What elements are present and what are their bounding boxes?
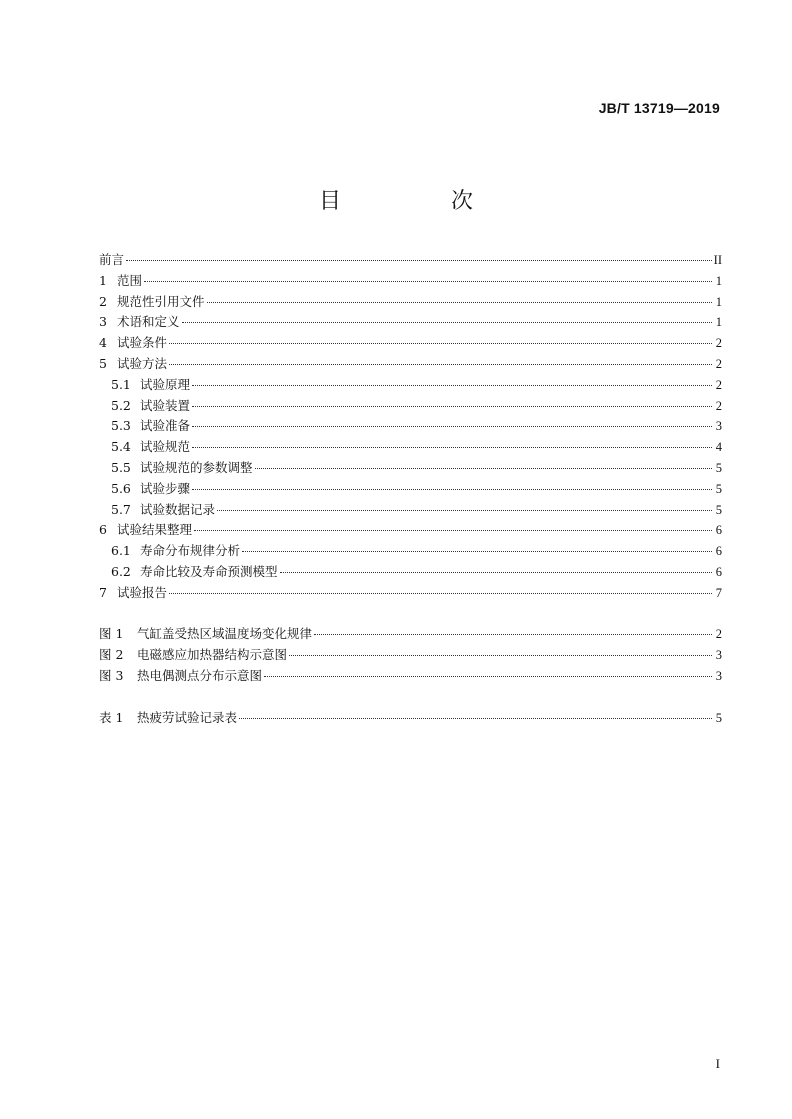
toc-entry-label: 前言 [99,252,125,267]
toc-entry-number: 5.2 [111,397,131,413]
toc-entry-page: 3 [715,419,722,434]
toc-entry-number: 5.1 [111,376,131,392]
toc-entry-label: 试验数据记录 [140,501,216,517]
toc-entry[interactable] [99,292,722,313]
toc-entry-label: 试验条件 [117,335,168,351]
toc-leader-dots [192,385,712,386]
toc-entry[interactable] [99,250,722,271]
toc-entry-label: 范围 [117,272,143,288]
toc-entry-number: 5.6 [111,480,131,496]
toc-entry-page: 2 [715,398,722,413]
toc-entry[interactable] [99,520,722,541]
toc-entry-number: 图 2 [99,646,124,662]
toc-entry-page: 2 [715,336,722,351]
toc-entry-page: 6 [715,523,722,538]
toc-leader-dots [217,510,712,511]
toc-entry-page: 5 [715,481,722,496]
toc-entry-number: 4 [99,335,107,351]
toc-entry[interactable] [99,666,722,687]
toc-entry-label: 寿命比较及寿命预测模型 [140,563,278,579]
toc-entry-label: 气缸盖受热区域温度场变化规律 [137,626,313,641]
toc-entry-label: 试验规范的参数调整 [140,459,253,475]
page-title: 目 次 [318,189,517,214]
toc-leader-dots [239,718,712,719]
toc-entry[interactable] [99,354,722,375]
toc-entry[interactable] [99,541,722,562]
toc-leader-dots [207,302,712,303]
toc-entry-label: 试验方法 [117,355,168,371]
toc-entry-number: 5.3 [111,418,131,434]
toc-entry-page: 2 [715,356,722,371]
toc-leader-dots [280,572,712,573]
toc-entry-number: 3 [99,314,107,330]
toc-entry-page: II [713,253,722,267]
toc-entry-page: 5 [715,460,722,475]
toc-leader-dots [192,447,712,448]
toc-entry-page: 3 [715,647,722,662]
page-number: I [715,1056,720,1071]
toc-leader-dots [169,593,712,594]
toc-leader-dots [314,634,712,635]
toc-entry-number: 6.1 [111,543,131,559]
standard-code: JB/T 13719—2019 [598,100,720,116]
toc-entry-label: 规范性引用文件 [117,293,205,309]
toc-leader-dots [194,530,712,531]
toc-entry[interactable] [99,645,722,666]
toc-entry-page: 5 [715,502,722,517]
toc-entry-number: 图 3 [99,667,124,683]
toc-entry-number: 5.5 [111,459,131,475]
toc-entry-page: 6 [715,544,722,559]
toc-entry-label: 试验报告 [117,584,168,600]
toc-entry-label: 热电偶测点分布示意图 [137,667,263,683]
toc-entry-page: 1 [715,315,722,330]
toc-tables-list [99,708,722,729]
toc-entry[interactable] [99,271,722,292]
toc-entry-label: 电磁感应加热器结构示意图 [137,646,288,662]
toc-entry-label: 术语和定义 [117,314,180,330]
toc-entry[interactable] [99,562,722,583]
toc-entry-number: 5 [99,355,107,371]
toc-leader-dots [182,322,712,323]
toc-entry[interactable] [99,312,722,333]
toc-entry-label: 热疲劳试验记录表 [137,710,238,725]
toc-entry-page: 3 [715,668,722,683]
toc-entry-number: 5.4 [111,439,131,455]
toc-leader-dots [255,468,712,469]
toc-entry[interactable] [99,624,722,645]
toc-entry-page: 1 [715,273,722,288]
toc-leader-dots [289,655,712,656]
toc-entry-number: 1 [99,272,107,288]
toc-entry-page: 4 [715,440,722,455]
toc-entry[interactable] [99,375,722,396]
toc-leader-dots [242,551,712,552]
toc-entry[interactable] [99,396,722,417]
toc-leader-dots [192,489,712,490]
toc-leader-dots [192,426,712,427]
toc-entry-number: 7 [99,584,107,600]
toc-entry-number: 图 1 [99,626,124,641]
toc-entry-label: 试验结果整理 [117,522,193,538]
toc-entry[interactable] [99,500,722,521]
toc-entry[interactable] [99,479,722,500]
toc-leader-dots [126,260,712,261]
toc-entry-label: 试验步骤 [140,480,191,496]
toc-entry-label: 试验规范 [140,439,191,455]
toc-entry-label: 试验原理 [140,376,191,392]
toc-entry[interactable] [99,416,722,437]
toc-leader-dots [264,676,712,677]
toc-leader-dots [169,343,712,344]
toc-entry-label: 试验准备 [140,418,191,434]
toc-entry-page: 5 [715,711,722,725]
toc-entry-number: 表 1 [99,710,124,725]
toc-leader-dots [144,281,712,282]
toc-entry[interactable] [99,708,722,729]
toc-entry-page: 2 [715,377,722,392]
toc-figures-list [99,624,722,686]
toc-entry-label: 寿命分布规律分析 [140,543,241,559]
toc-entry[interactable] [99,333,722,354]
toc-entry-number: 6 [99,522,107,538]
toc-entry[interactable] [99,437,722,458]
toc-entry-number: 6.2 [111,563,131,579]
toc-entry-number: 5.7 [111,501,131,517]
toc-entry[interactable] [99,583,722,604]
toc-entry[interactable] [99,458,722,479]
toc-entry-page: 1 [715,294,722,309]
toc-entry-label: 试验装置 [140,397,191,413]
toc-entry-page: 7 [715,585,722,600]
toc-entry-page: 2 [715,627,722,641]
toc-leader-dots [169,364,712,365]
toc-entry-number: 2 [99,293,107,309]
toc-entry-page: 6 [715,564,722,579]
toc-sections-list [99,250,722,604]
toc-leader-dots [192,406,712,407]
